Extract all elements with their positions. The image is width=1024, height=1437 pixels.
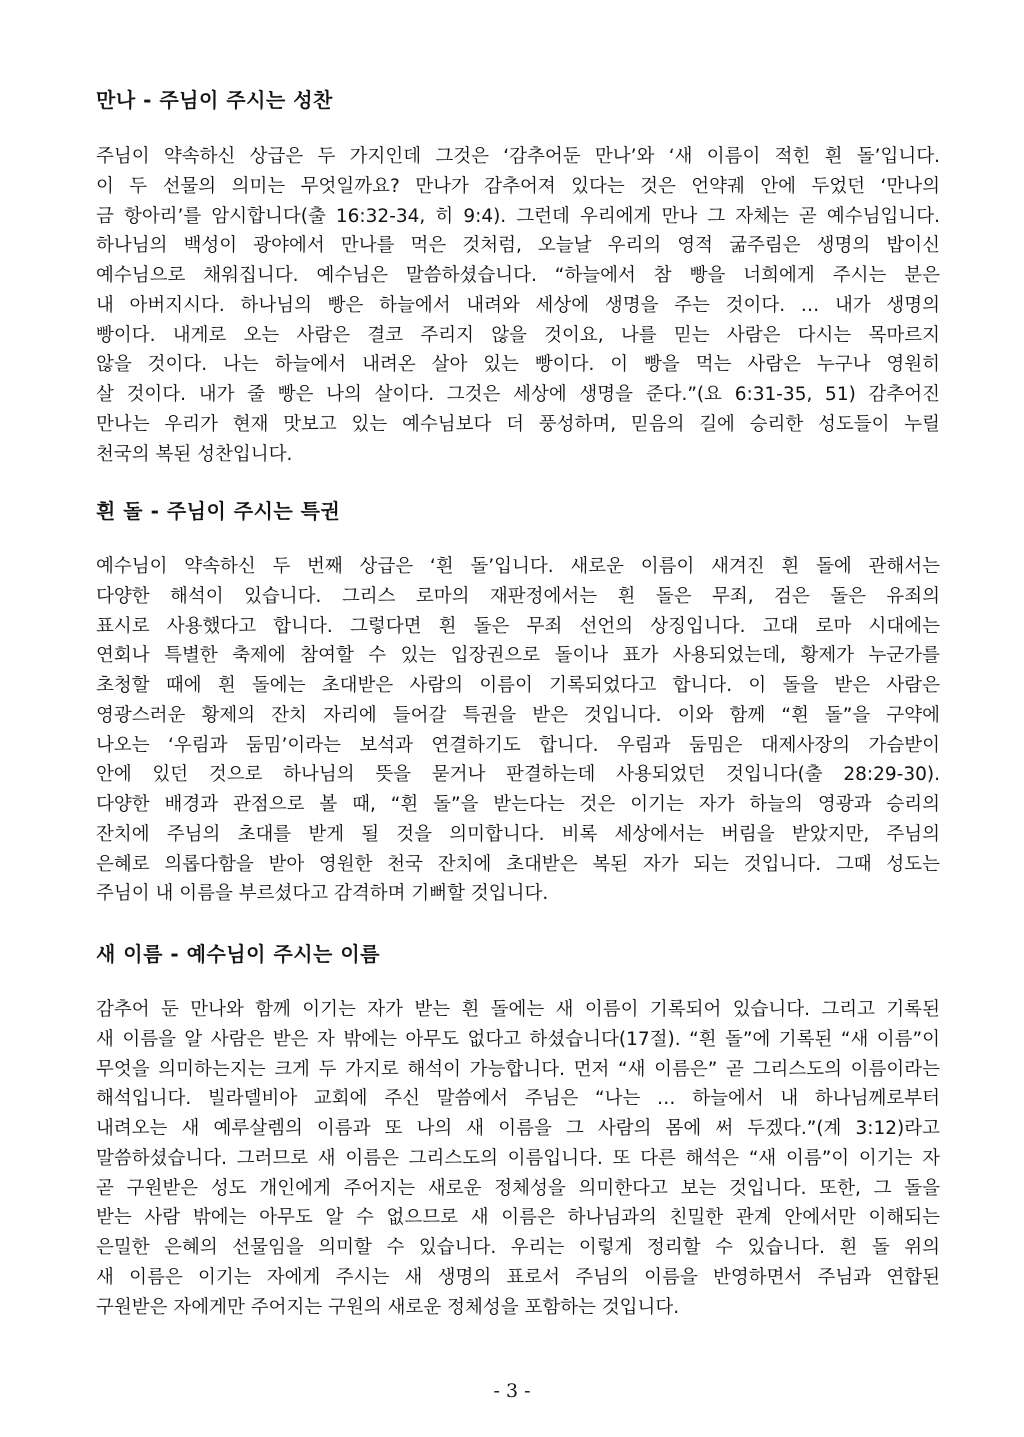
text-line: 예수님이 약속하신 두 번째 상급은 ‘흰 돌’입니다. 새로운 이름이 새겨진 흰 돌에 관해서는 (96, 556, 940, 577)
text-line: 은밀한 은혜의 선물임을 의미할 수 있습니다. 우리는 이렇게 정리할 수 있습니다. 흰 돌 위의 (96, 1237, 940, 1258)
text-line: 만나는 우리가 현재 맛보고 있는 예수님보다 더 풍성하며, 믿음의 길에 승리한 성도들이 누릴 (96, 413, 940, 435)
text-line: 표시로 사용했다고 합니다. 그렇다면 흰 돌은 무죄 선언의 상징입니다. 고대 로마 시대에는 (96, 615, 940, 637)
section-heading-new-name: 새 이름 - 예수님이 주시는 이름 (96, 942, 380, 966)
text-line: 다양한 해석이 있습니다. 그리스 로마의 재판정에서는 흰 돌은 무죄, 검은 돌은 유죄의 (96, 585, 940, 607)
text-line: 하나님의 백성이 광야에서 만나를 먹은 것처럼, 오늘날 우리의 영적 굶주림은 생명의 밥이신 (96, 235, 940, 257)
text-line: 주님이 약속하신 상급은 두 가지인데 그것은 ‘감추어둔 만나’와 ‘새 이름이 적힌 흰 돌’입니다. (96, 146, 940, 167)
text-line: 초청할 때에 흰 돌에는 초대받은 사람의 이름이 기록되었다고 합니다. 이 돌을 받은 사람은 (96, 675, 940, 696)
text-line: 다양한 배경과 관점으로 볼 때, “흰 돌”을 받는다는 것은 이기는 자가 하늘의 영광과 승리의 (96, 794, 940, 815)
text-line: 금 항아리’를 암시합니다(출 16:32-34, 히 9:4). 그런데 우리에게 만나 그 자체는 곧 예수님입니다. (96, 205, 940, 227)
text-line: 새 이름을 알 사람은 받은 자 밖에는 아무도 없다고 하셨습니다(17절). “흰 돌”에 기록된 “새 이름”이 (96, 1028, 940, 1050)
text-line: 영광스러운 황제의 잔치 자리에 들어갈 특권을 받은 것입니다. 이와 함께 “흰 돌”을 구약에 (96, 704, 940, 726)
text-line: 무엇을 의미하는지는 크게 두 가지로 해석이 가능합니다. 먼저 “새 이름은” 곧 그리스도의 이름이라는 (96, 1058, 940, 1080)
text-line: 곧 구원받은 성도 개인에게 주어지는 새로운 정체성을 의미한다고 보는 것입니다. 또한, 그 돌을 (96, 1177, 940, 1199)
text-line: 빵이다. 내게로 오는 사람은 결코 주리지 않을 것이요, 나를 믿는 사람은 다시는 목마르지 (96, 324, 940, 346)
text-line: 구원받은 자에게만 주어지는 구원의 새로운 정체성을 포함하는 것입니다. (96, 1296, 680, 1318)
section-heading-white-stone: 흰 돌 - 주님이 주시는 특권 (96, 499, 341, 523)
document-page (96, 0, 940, 1437)
text-line: 말씀하셨습니다. 그러므로 새 이름은 그리스도의 이름입니다. 또 다른 해석은 “새 이름”이 이기는 자 (96, 1147, 940, 1169)
text-line: 주님이 내 이름을 부르셨다고 감격하며 기뻐할 것입니다. (96, 883, 549, 905)
paragraph-white-stone (96, 552, 940, 909)
text-line: 이 두 선물의 의미는 무엇일까요? 만나가 감추어져 있다는 것은 언약궤 안에 두었던 ‘만나의 (96, 175, 940, 197)
section-heading-manna: 만나 - 주님이 주시는 성찬 (96, 88, 333, 112)
text-line: 살 것이다. 내가 줄 빵은 나의 살이다. 그것은 세상에 생명을 준다.”(요 6:31-35, 51) 감추어진 (96, 384, 940, 405)
text-line: 감추어 둔 만나와 함께 이기는 자가 받는 흰 돌에는 새 이름이 기록되어 있습니다. 그리고 기록된 (96, 999, 940, 1020)
text-line: 새 이름은 이기는 자에게 주시는 새 생명의 표로서 주님의 이름을 반영하면서 주님과 연합된 (96, 1266, 940, 1288)
text-line: 천국의 복된 성찬입니다. (96, 443, 293, 465)
text-line: 예수님으로 채워집니다. 예수님은 말씀하셨습니다. “하늘에서 참 빵을 너희에게 주시는 분은 (96, 265, 940, 286)
paragraph-new-name (96, 995, 940, 1322)
text-line: 나오는 ‘우림과 둠밈’이라는 보석과 연결하기도 합니다. 우림과 둠밈은 대제사장의 가슴받이 (96, 734, 940, 756)
text-line: 잔치에 주님의 초대를 받게 될 것을 의미합니다. 비록 세상에서는 버림을 받았지만, 주님의 (96, 823, 940, 845)
text-line: 해석입니다. 빌라델비아 교회에 주신 말씀에서 주님은 “나는 … 하늘에서 내 하나님께로부터 (96, 1088, 940, 1110)
page-number: - 3 - (493, 1380, 531, 1402)
text-line: 은혜로 의롭다함을 받아 영원한 천국 잔치에 초대받은 복된 자가 되는 것입니다. 그때 성도는 (96, 853, 940, 875)
text-line: 안에 있던 것으로 하나님의 뜻을 묻거나 판결하는데 사용되었던 것입니다(출 28:29-30). (96, 764, 940, 786)
paragraph-manna (96, 142, 940, 469)
text-line: 않을 것이다. 나는 하늘에서 내려온 살아 있는 빵이다. 이 빵을 먹는 사람은 누구나 영원히 (96, 354, 940, 376)
text-line: 받는 사람 밖에는 아무도 알 수 없으므로 새 이름은 하나님과의 친밀한 관계 안에서만 이해되는 (96, 1207, 940, 1229)
text-line: 내 아버지시다. 하나님의 빵은 하늘에서 내려와 세상에 생명을 주는 것이다. … 내가 생명의 (96, 294, 940, 316)
text-line: 연회나 특별한 축제에 참여할 수 있는 입장권으로 돌이나 표가 사용되었는데, 황제가 누군가를 (96, 645, 940, 667)
text-line: 내려오는 새 예루살렘의 이름과 또 나의 새 이름을 그 사람의 몸에 써 두겠다.”(계 3:12)라고 (96, 1118, 940, 1139)
